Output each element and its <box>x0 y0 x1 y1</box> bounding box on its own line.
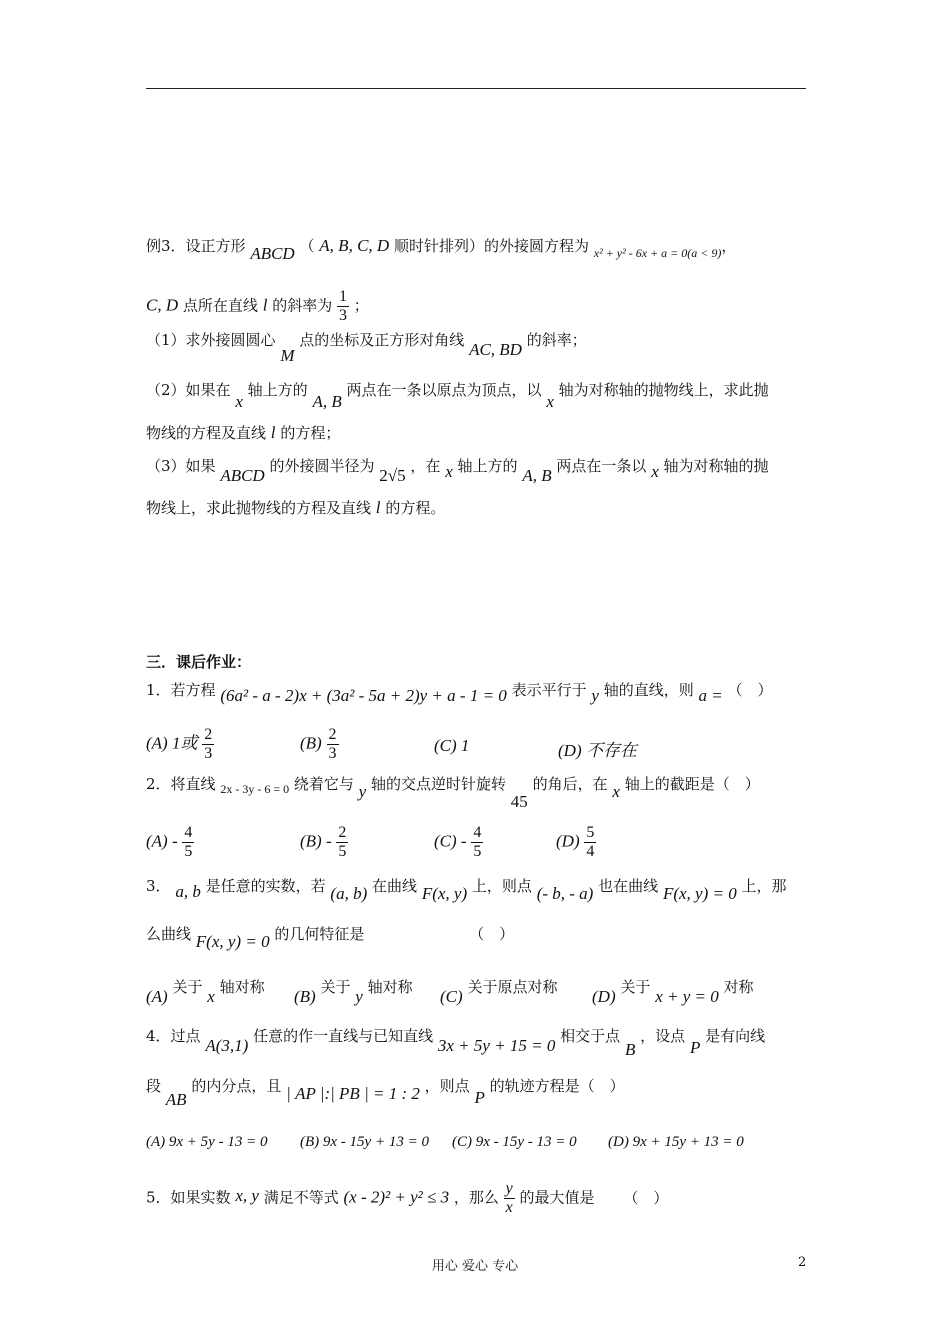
text: 的斜率为 <box>272 296 333 315</box>
fraction <box>584 824 596 861</box>
slope-fraction <box>337 288 349 325</box>
text: 轴对称 <box>219 978 265 996</box>
answer-paren: （ ） <box>623 1188 669 1207</box>
math-x: x <box>207 987 215 1006</box>
text: 满足不等式 <box>263 1188 339 1207</box>
math-point: (- b, - a) <box>536 884 594 903</box>
text: 轴上方的 <box>247 381 308 399</box>
math-ab: A, B <box>312 392 342 411</box>
text: 上，那 <box>741 877 787 895</box>
text: 关于 <box>172 978 203 996</box>
text: 的最大值是 <box>519 1188 595 1207</box>
p3-option-c <box>440 976 558 1006</box>
math-cd: C, D <box>146 295 179 315</box>
option-label: (A) - <box>146 831 178 851</box>
text-clockwise: 顺时针排列）的外接圆方程为 <box>393 237 589 255</box>
option-label: (B) - <box>300 831 332 851</box>
math-ratio: | AP |:| PB | = 1 : 2 <box>286 1084 420 1103</box>
text: 点所在直线 <box>182 296 258 315</box>
text: （1）求外接圆圆心 <box>146 331 276 349</box>
math-radius: 2√5 <box>379 466 406 485</box>
fraction <box>182 824 194 861</box>
homework-title: 三．课后作业： <box>146 653 252 671</box>
example3-line1 <box>146 236 737 263</box>
math-l: l <box>270 423 276 442</box>
math-y: y <box>358 782 367 801</box>
text: 的外接圆半径为 <box>269 457 375 475</box>
denominator: 3 <box>328 745 337 762</box>
denominator: 5 <box>184 843 193 860</box>
math-ab: A, B <box>522 466 552 485</box>
p3-option-a <box>146 976 265 1006</box>
numerator: 5 <box>586 824 595 841</box>
denominator: 3 <box>204 745 213 762</box>
text: 1．若方程 <box>146 681 216 699</box>
math-diagonals: AC, BD <box>469 340 522 359</box>
text: 的内分点，且 <box>191 1077 282 1095</box>
option-label: (A) <box>146 987 168 1006</box>
text: 关于原点对称 <box>467 978 558 996</box>
option-label: (A) 1或 <box>146 733 198 753</box>
text: 表示平行于 <box>511 681 587 699</box>
math-ab: AB <box>165 1090 187 1109</box>
p4-option-a: (A) 9x + 5y - 13 = 0 <box>146 1134 268 1150</box>
question2-line1 <box>146 380 769 411</box>
denominator: x <box>505 1199 513 1216</box>
text: 轴对称 <box>367 978 413 996</box>
math-inequality: (x - 2)² + y² ≤ 3 <box>343 1187 450 1207</box>
answer-paren: （ ） <box>727 681 773 699</box>
p2-option-a <box>146 824 194 861</box>
text: 关于 <box>320 978 351 996</box>
denominator: 4 <box>586 843 595 860</box>
option-label: (B) <box>294 987 316 1006</box>
denominator: 3 <box>339 307 348 324</box>
fraction <box>202 726 214 763</box>
text: 的斜率； <box>526 331 587 349</box>
math-b: B <box>624 1040 636 1059</box>
option-label: (D) <box>556 831 580 851</box>
math-eq: x + y = 0 <box>655 987 719 1006</box>
fraction <box>327 726 339 763</box>
comma: ， <box>721 237 737 255</box>
numerator: 2 <box>338 824 347 841</box>
text: 轴上方的 <box>457 457 518 475</box>
math-x: x <box>445 462 453 481</box>
math-square: ABCD <box>220 466 265 485</box>
text: 轴的交点逆时针旋转 <box>371 775 507 793</box>
text: 5．如果实数 <box>146 1188 231 1207</box>
p2-option-b <box>300 824 348 861</box>
p4-option-c: (C) 9x - 15y - 13 = 0 <box>452 1134 577 1150</box>
problem3-line1 <box>146 876 787 903</box>
fraction <box>336 824 348 861</box>
text: ，设点 <box>640 1027 686 1045</box>
p1-option-c <box>434 736 469 756</box>
math-x: x <box>546 392 554 411</box>
text: 相交于点 <box>560 1027 621 1045</box>
math-circle-eq: x² + y² - 6x + a = 0(a < 9) <box>593 246 722 260</box>
math-ab: a, b <box>175 882 201 901</box>
math-equation: (6a² - a - 2)x + (3a² - 5a + 2)y + a - 1 = 0 <box>220 686 507 705</box>
text: 3． <box>146 877 171 895</box>
text: 绕着它与 <box>293 775 354 793</box>
text: 2．将直线 <box>146 775 216 793</box>
text: 轴的直线，则 <box>603 681 694 699</box>
text: 对称 <box>723 978 754 996</box>
text: 两点在一条以原点为顶点，以 <box>346 381 542 399</box>
page-number: 2 <box>798 1255 807 1270</box>
option-label: (C) 1 <box>434 736 470 755</box>
p4-option-b: (B) 9x - 15y + 13 = 0 <box>300 1134 429 1150</box>
text: ，则点 <box>424 1077 470 1095</box>
math-a-eq: a = <box>698 686 723 705</box>
math-curve-eq: F(x, y) = 0 <box>195 932 270 951</box>
text: 物线的方程及直线 <box>146 424 267 442</box>
text: （3）如果 <box>146 457 216 475</box>
p1-option-b <box>300 726 339 763</box>
p4-option-d: (D) 9x + 15y + 13 = 0 <box>608 1134 744 1150</box>
fraction-y-over-x <box>504 1180 515 1217</box>
problem4-line2 <box>146 1076 625 1109</box>
numerator: y <box>505 1180 513 1197</box>
header-rule <box>146 88 806 89</box>
math-p: P <box>689 1038 701 1057</box>
math-curve: F(x, y) <box>421 884 468 903</box>
p2-option-c <box>434 824 483 861</box>
text: 的轨迹方程是（ ） <box>489 1077 625 1095</box>
text: 4．过点 <box>146 1027 201 1045</box>
p1-option-d <box>558 736 637 761</box>
math-line-eq: 2x - 3y - 6 = 0 <box>220 782 290 796</box>
text: 上，则点 <box>471 877 532 895</box>
numerator: 2 <box>204 726 213 743</box>
math-x: x <box>235 392 243 411</box>
text: 么曲线 <box>146 925 192 943</box>
option-label: (B) <box>300 733 322 753</box>
math-degree: 45 <box>510 792 528 811</box>
text: 点的坐标及正方形对角线 <box>299 331 465 349</box>
question3-line2 <box>146 498 445 518</box>
p1-option-a <box>146 726 214 763</box>
question2-line2 <box>146 423 340 443</box>
semicolon: ； <box>353 296 369 315</box>
option-label: (D) 不存在 <box>558 741 637 760</box>
p3-option-b <box>294 976 413 1006</box>
math-l: l <box>375 498 381 517</box>
footer-text: 用心 爱心 专心 <box>431 1259 519 1274</box>
example-label: 例3．设正方形 <box>146 237 246 255</box>
math-x: x <box>612 782 620 801</box>
math-y: y <box>355 987 363 1006</box>
math-curve-eq: F(x, y) = 0 <box>662 884 737 903</box>
problem2 <box>146 774 760 811</box>
numerator: 1 <box>339 288 348 305</box>
question1 <box>146 330 587 365</box>
text: 两点在一条以 <box>556 457 647 475</box>
math-line-eq: 3x + 5y + 15 = 0 <box>437 1036 556 1055</box>
p3-option-d <box>592 976 754 1006</box>
problem5 <box>146 1180 668 1217</box>
text: 轴为对称轴的抛物线上，求此抛 <box>558 381 769 399</box>
math-p: P <box>474 1088 485 1107</box>
math-square: ABCD <box>250 244 295 263</box>
p2-option-d <box>556 824 596 861</box>
numerator: 4 <box>184 824 193 841</box>
paren-open: （ <box>299 237 315 255</box>
problem3-line2 <box>146 924 515 951</box>
answer-paren: （ ） <box>469 925 515 943</box>
math-l: l <box>262 295 268 315</box>
text: （2）如果在 <box>146 381 231 399</box>
math-x: x <box>651 462 659 481</box>
math-points: A, B, C, D <box>319 236 390 255</box>
text: 也在曲线 <box>598 877 659 895</box>
math-m: M <box>280 346 295 365</box>
text: 在曲线 <box>372 877 418 895</box>
question3-line1 <box>146 456 769 485</box>
option-label: (D) <box>592 987 616 1006</box>
fraction <box>471 824 483 861</box>
text: ，在 <box>410 457 441 475</box>
problem4-line1 <box>146 1026 766 1059</box>
text: 的几何特征是 <box>274 925 365 943</box>
text: 是有向线 <box>705 1027 766 1045</box>
denominator: 5 <box>338 843 347 860</box>
text: 的方程； <box>280 424 341 442</box>
denominator: 5 <box>473 843 482 860</box>
text: ，那么 <box>453 1188 499 1207</box>
option-label: (C) <box>440 987 463 1006</box>
example3-line2 <box>146 288 369 325</box>
option-label: (C) - <box>434 831 467 851</box>
text: 任意的作一直线与已知直线 <box>253 1027 434 1045</box>
math-y: y <box>591 686 599 705</box>
math-xy: x, y <box>235 1185 259 1205</box>
numerator: 4 <box>473 824 482 841</box>
math-point-a: A(3,1) <box>205 1036 249 1055</box>
numerator: 2 <box>328 726 337 743</box>
text: 段 <box>146 1077 162 1095</box>
text: 轴上的截距是（ ） <box>624 775 760 793</box>
text: 的角后，在 <box>532 775 608 793</box>
text: 的方程。 <box>385 499 446 517</box>
text: 轴为对称轴的抛 <box>663 457 769 475</box>
text: 关于 <box>620 978 651 996</box>
math-point: (a, b) <box>330 884 368 903</box>
problem1 <box>146 680 773 705</box>
text: 是任意的实数，若 <box>205 877 326 895</box>
text: 物线上，求此抛物线的方程及直线 <box>146 499 372 517</box>
